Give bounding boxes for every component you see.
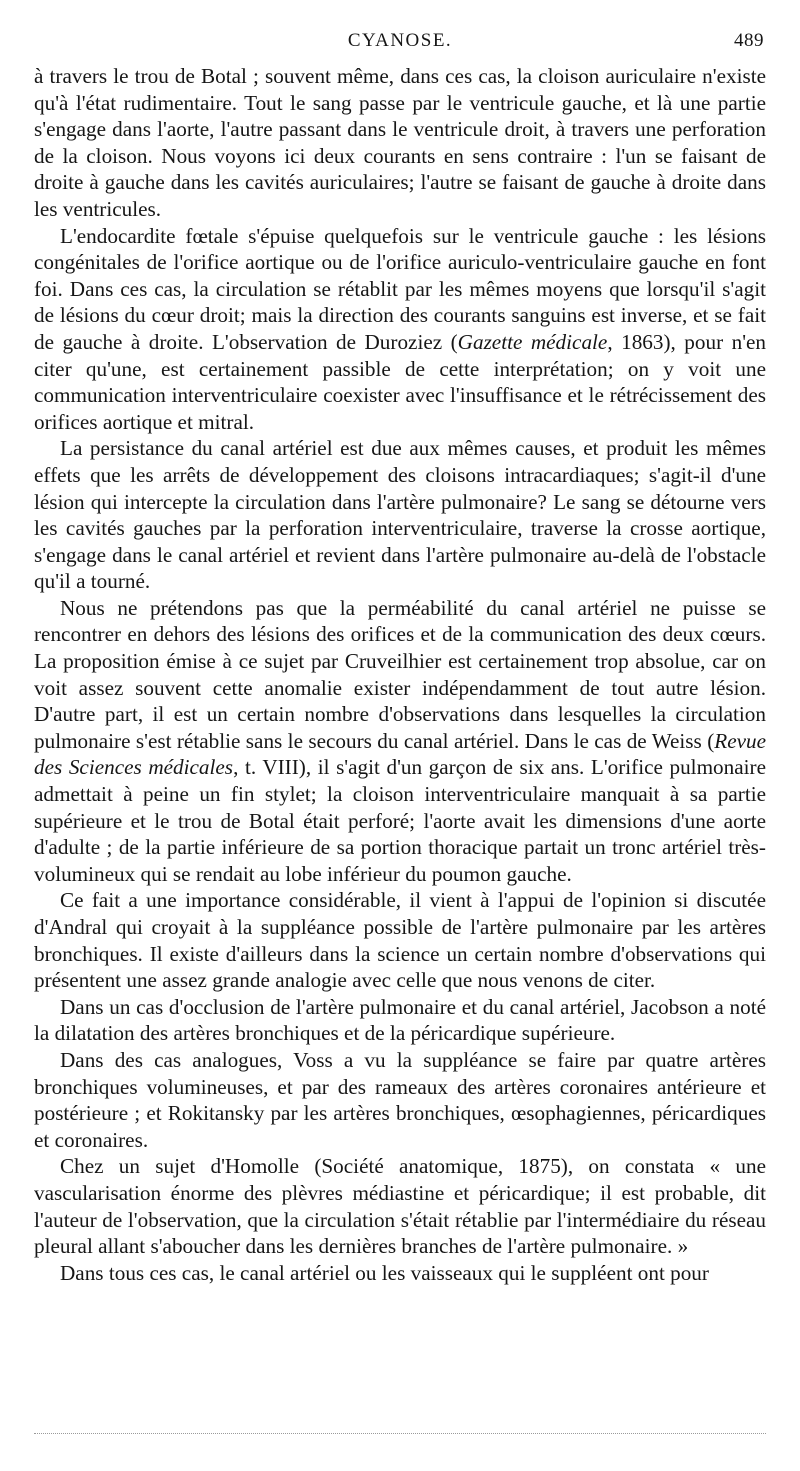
- running-title: CYANOSE.: [347, 30, 453, 51]
- footer-rule: [34, 1433, 766, 1434]
- paragraph-6: [34, 994, 766, 1047]
- paragraph-9: [34, 1260, 766, 1287]
- paragraph-2: [34, 223, 766, 436]
- italic-citation: Gazette médicale: [457, 329, 608, 354]
- text-run: Ce fait a une importance considérable, il vient à l'appui de l'opinion si discutée d'Andral qui croyait à la suppléance possible de l'artère pulmonaire par les artères bronchiques. Il existe d'ailleurs dans la science un certain nombre d'observations qui présentent une assez grande analogie avec celle que nous venons de citer.: [34, 888, 766, 993]
- paragraph-5: [34, 887, 766, 993]
- paragraph-3: [34, 435, 766, 595]
- page-number: 489: [734, 30, 764, 51]
- text-run: à travers le trou de Botal ; souvent même, dans ces cas, la cloison auriculaire n'existe qu'à l'état rudimentaire. Tout le sang passe par le ventricule gauche, et là une partie s'engage dans l'aorte, l'autre passant dans le ventricule droit, à travers une perforation de la cloison. Nous voyons ici deux courants en sens contraire : l'un se faisant de droite à gauche dans les cavités auriculaires; l'autre se faisant de gauche à droite dans les ventricules.: [34, 64, 766, 221]
- page-header: [34, 30, 766, 56]
- text-run: Chez un sujet d'Homolle (Société anatomique, 1875), on constata « une vascularisation énorme des plèvres médiastine et péricardique; il est probable, dit l'auteur de l'observation, que la circulation s'était rétablie par l'intermédiaire du réseau pleural allant s'aboucher dans les dernières branches de l'artère pulmonaire. »: [34, 1154, 766, 1259]
- text-run: , 1863), pour n'en citer qu'une, est certainement passible de cette interprétation; on y voit une communication interventriculaire coexister avec l'insuffisance et le rétrécissement des orifices aortique et mitral.: [34, 329, 767, 434]
- text-run: Nous ne prétendons pas que la perméabilité du canal artériel ne puisse se rencontrer en dehors des lésions des orifices et de la communication des deux cœurs. La proposition émise à ce sujet par Cruveilhier est certainement trop absolue, car on voit assez souvent cette anomalie exister indépendamment de tout autre lésion. D'autre part, il est un certain nombre d'observations dans lesquelles la circulation pulmonaire s'est rétablie sans le secours du canal artériel. Dans le cas de Weiss (: [34, 595, 766, 753]
- text-run: Dans un cas d'occlusion de l'artère pulmonaire et du canal artériel, Jacobson a noté la dilatation des artères bronchiques et de la péricardique supérieure.: [34, 994, 766, 1046]
- paragraph-7: [34, 1047, 766, 1153]
- paragraph-1: [34, 63, 766, 223]
- paragraph-4: [34, 595, 766, 888]
- paragraph-8: [34, 1153, 766, 1259]
- text-run: Dans des cas analogues, Voss a vu la suppléance se faire par quatre artères bronchiques volumineuses, et par des rameaux des artères coronaires antérieure et postérieure ; et Rokitansky par les artères bronchiques, œsophagiennes, péricardiques et coronaires.: [34, 1047, 766, 1152]
- italic-citation: Revue des Sciences médicales: [34, 728, 766, 780]
- text-run: La persistance du canal artériel est due aux mêmes causes, et produit les mêmes effets que les arrêts de développement des cloisons intracardiaques; s'agit-il d'une lésion qui intercepte la circulation dans l'artère pulmonaire? Le sang se détourne vers les cavités gauches par la perforation interventriculaire, traverse la crosse aortique, s'engage dans le canal artériel et revient dans l'artère pulmonaire au-delà de l'obstacle qu'il a tourné.: [34, 436, 766, 594]
- text-run: Dans tous ces cas, le canal artériel ou les vaisseaux qui le suppléent ont pour: [60, 1260, 709, 1285]
- body-text: [34, 63, 766, 1286]
- text-run: , t. VIII), il s'agit d'un garçon de six ans. L'orifice pulmonaire admettait à peine un fin stylet; la cloison interventriculaire manquait à sa partie supérieure et le trou de Botal était perforé; l'aorte avait les dimensions d'une aorte d'adulte ; de la partie inférieure de sa portion thoracique partait un tronc artériel très-volumineux qui se rendait au lobe inférieur du poumon gauche.: [34, 755, 766, 886]
- text-run: L'endocardite fœtale s'épuise quelquefois sur le ventricule gauche : les lésions congénitales de l'orifice aortique ou de l'orifice auriculo-ventriculaire gauche en font foi. Dans ces cas, la circulation se rétablit par les mêmes moyens que lorsqu'il s'agit de lésions du cœur droit; mais la direction des courants sanguins est inverse, et se fait de gauche à droite. L'observation de Duroziez (: [34, 223, 766, 354]
